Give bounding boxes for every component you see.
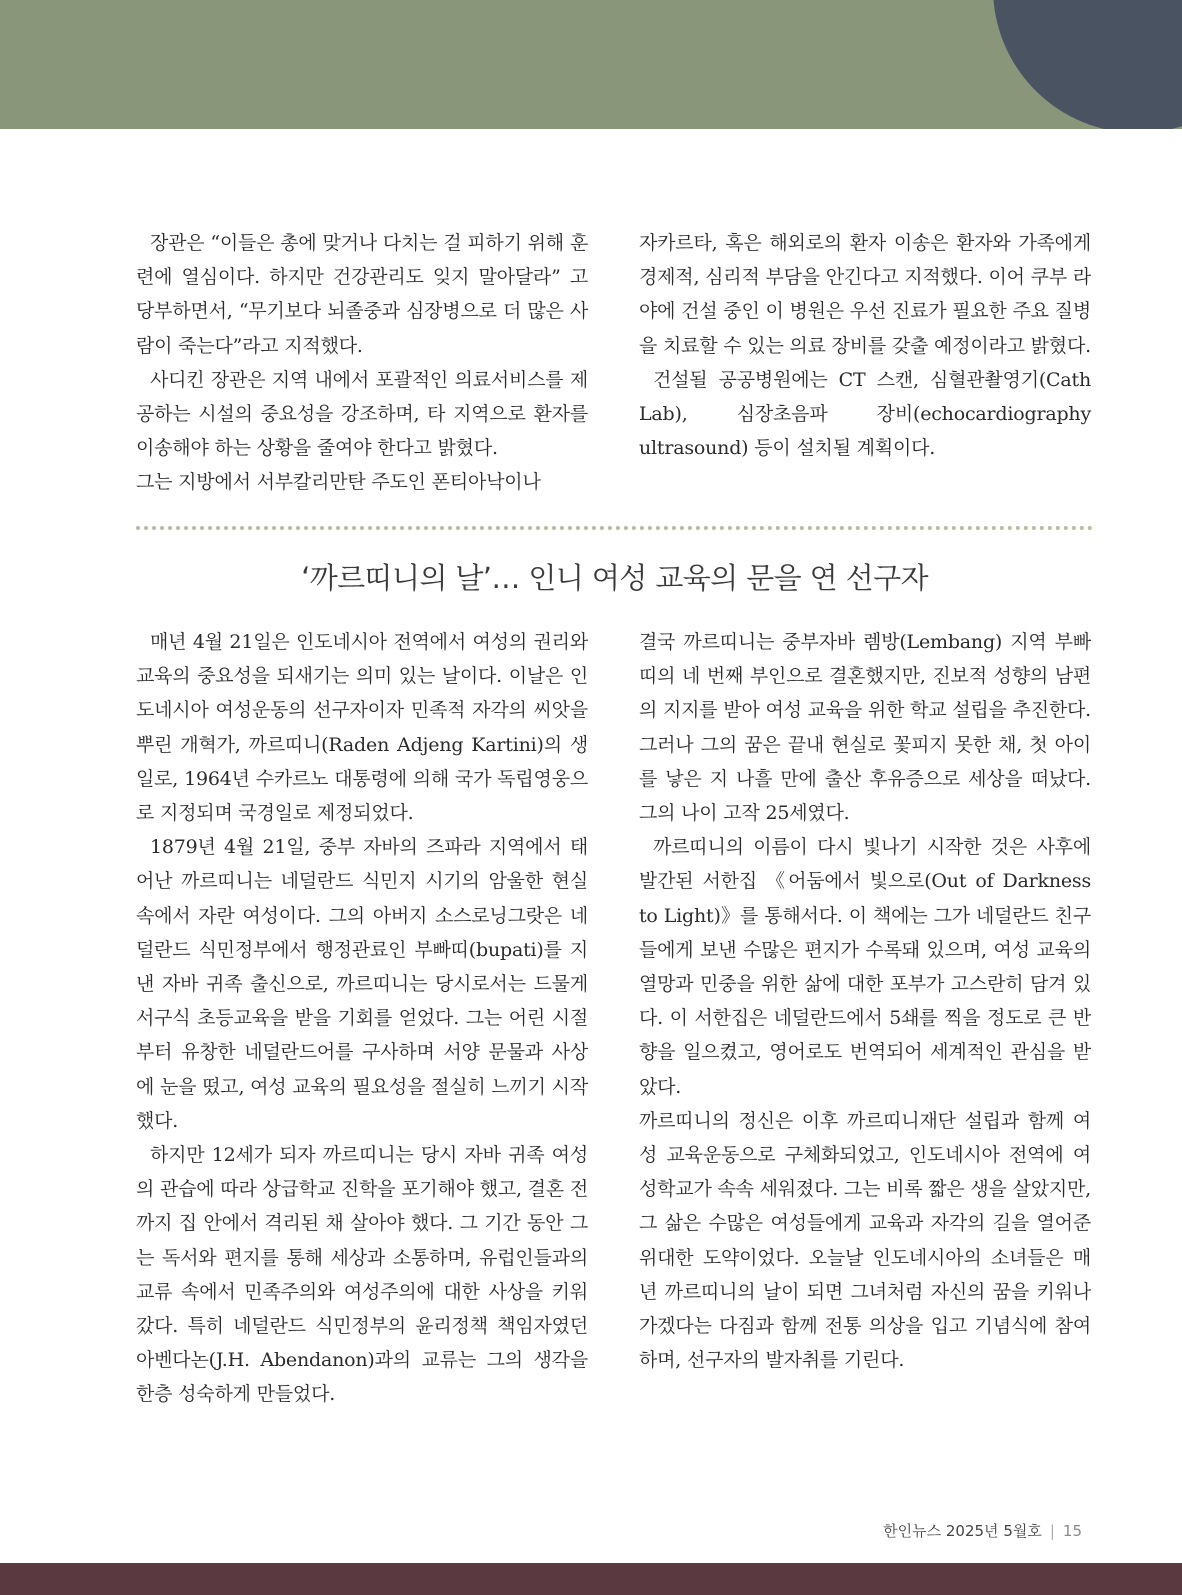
page-number: 15 — [1062, 1522, 1082, 1540]
footer-band — [0, 1563, 1182, 1595]
paragraph: 그는 지방에서 서부칼리만탄 주도인 폰티아낙이나 — [136, 471, 541, 494]
top-left-column — [136, 226, 588, 500]
publication-label: 한인뉴스 2025년 5월호 — [883, 1522, 1042, 1540]
header-circle-decoration — [993, 0, 1182, 129]
paragraph: 하지만 12세가 되자 까르띠니는 당시 자바 귀족 여성의 관습에 따라 상급학교 진학을 포기해야 했고, 결혼 전까지 집 안에서 격리된 채 살아야 했다. 그 기간 동안 그는 독서와 편지를 통해 세상과 소통하며, 유럽인들과의 교류 속에서 민족주의와 여성주의에 대한 사상을 키워갔다. 특히 네덜란드 식민정부의 윤리정책 책임자였던 아벤다논(J.H. Abendanon)과의 교류는 그의 생각을 한층 성숙하게 만들었다. — [136, 1144, 588, 1406]
paragraph: 까르띠니의 정신은 이후 까르띠니재단 설립과 함께 여성 교육운동으로 구체화되었고, 인도네시아 전역에 여성학교가 속속 세워졌다. 그는 비록 짧은 생을 살았지만, 그 삶은 수많은 여성들에게 교육과 자각의 길을 열어준 위대한 도약이었다. 오늘날 인도네시아의 소녀들은 매년 까르띠니의 날이 되면 그녀처럼 자신의 꿈을 키워나가겠다는 다짐과 함께 전통 의상을 입고 기념식에 참여하며, 선구자의 발자취를 기린다. — [639, 1109, 1091, 1372]
footer-separator: | — [1049, 1522, 1055, 1540]
article-left-column — [136, 625, 588, 1412]
header-band — [0, 0, 1182, 129]
top-right-column — [639, 226, 1091, 465]
article-title: ‘까르띠니의 날’… 인니 여성 교육의 문을 연 선구자 — [301, 561, 928, 595]
paragraph: 사디킨 장관은 지역 내에서 포괄적인 의료서비스를 제공하는 시설의 중요성을 강조하며, 타 지역으로 환자를 이송해야 하는 상황을 줄여야 한다고 밝혔다. — [136, 368, 588, 460]
paragraph: 건설될 공공병원에는 CT 스캔, 심혈관촬영기(Cath Lab), 심장초음파 장비(echocardiography ultrasound) 등이 설치될 계획이다. — [639, 368, 1091, 460]
paragraph: 장관은 “이들은 총에 맞거나 다치는 걸 피하기 위해 훈련에 열심이다. 하지만 건강관리도 잊지 말아달라” 고 당부하면서, “무기보다 뇌졸중과 심장병으로 더 많은 사람이 죽는다”라고 지적했다. — [136, 232, 588, 357]
paragraph: 결국 까르띠니는 중부자바 렘방(Lembang) 지역 부빠띠의 네 번째 부인으로 결혼했지만, 진보적 성향의 남편의 지지를 받아 여성 교육을 위한 학교 설립을 추진한다. 그러나 그의 꿈은 끝내 현실로 꽃피지 못한 채, 첫 아이를 낳은 지 나흘 만에 출산 후유증으로 세상을 떠났다. 그의 나이 고작 25세였다. — [639, 631, 1091, 825]
paragraph: 까르띠니의 이름이 다시 빛나기 시작한 것은 사후에 발간된 서한집 《어둠에서 빛으로(Out of Darkness to Light)》를 통해서다. 이 책에는 그가 네덜란드 친구들에게 보낸 수많은 편지가 수록돼 있으며, 여성 교육의 열망과 민중을 위한 삶에 대한 포부가 고스란히 담겨 있다. 이 서한집은 네덜란드에서 5쇄를 찍을 정도로 큰 반향을 일으켰고, 영어로도 번역되어 세계적인 관심을 받았다. — [639, 836, 1091, 1098]
paragraph: 1879년 4월 21일, 중부 자바의 즈파라 지역에서 태어난 까르띠니는 네덜란드 식민지 시기의 암울한 현실 속에서 자란 여성이다. 그의 아버지 소스로닝그랏은 네덜란드 식민정부에서 행정관료인 부빠띠(bupati)를 지낸 자바 귀족 출신으로, 까르띠니는 당시로서는 드물게 서구식 초등교육을 받을 기회를 얻었다. 그는 어린 시절부터 유창한 네덜란드어를 구사하며 서양 문물과 사상에 눈을 떴고, 여성 교육의 필요성을 절실히 느끼기 시작했다. — [136, 836, 588, 1132]
paragraph: 자카르타, 혹은 해외로의 환자 이송은 환자와 가족에게 경제적, 심리적 부담을 안긴다고 지적했다. 이어 쿠부 라야에 건설 중인 이 병원은 우선 진료가 필요한 주요 질병을 치료할 수 있는 의료 장비를 갖출 예정이라고 밝혔다. — [639, 232, 1091, 357]
paragraph: 매년 4월 21일은 인도네시아 전역에서 여성의 권리와 교육의 중요성을 되새기는 의미 있는 날이다. 이날은 인도네시아 여성운동의 선구자이자 민족적 자각의 씨앗을 뿌린 개혁가, 까르띠니(Raden Adjeng Kartini)의 생일로, 1964년 수카르노 대통령에 의해 국가 독립영웅으로 지정되며 국경일로 제정되었다. — [136, 631, 588, 825]
page-footer — [883, 1520, 1082, 1541]
article-right-column — [639, 625, 1091, 1377]
section-divider — [136, 526, 1093, 530]
